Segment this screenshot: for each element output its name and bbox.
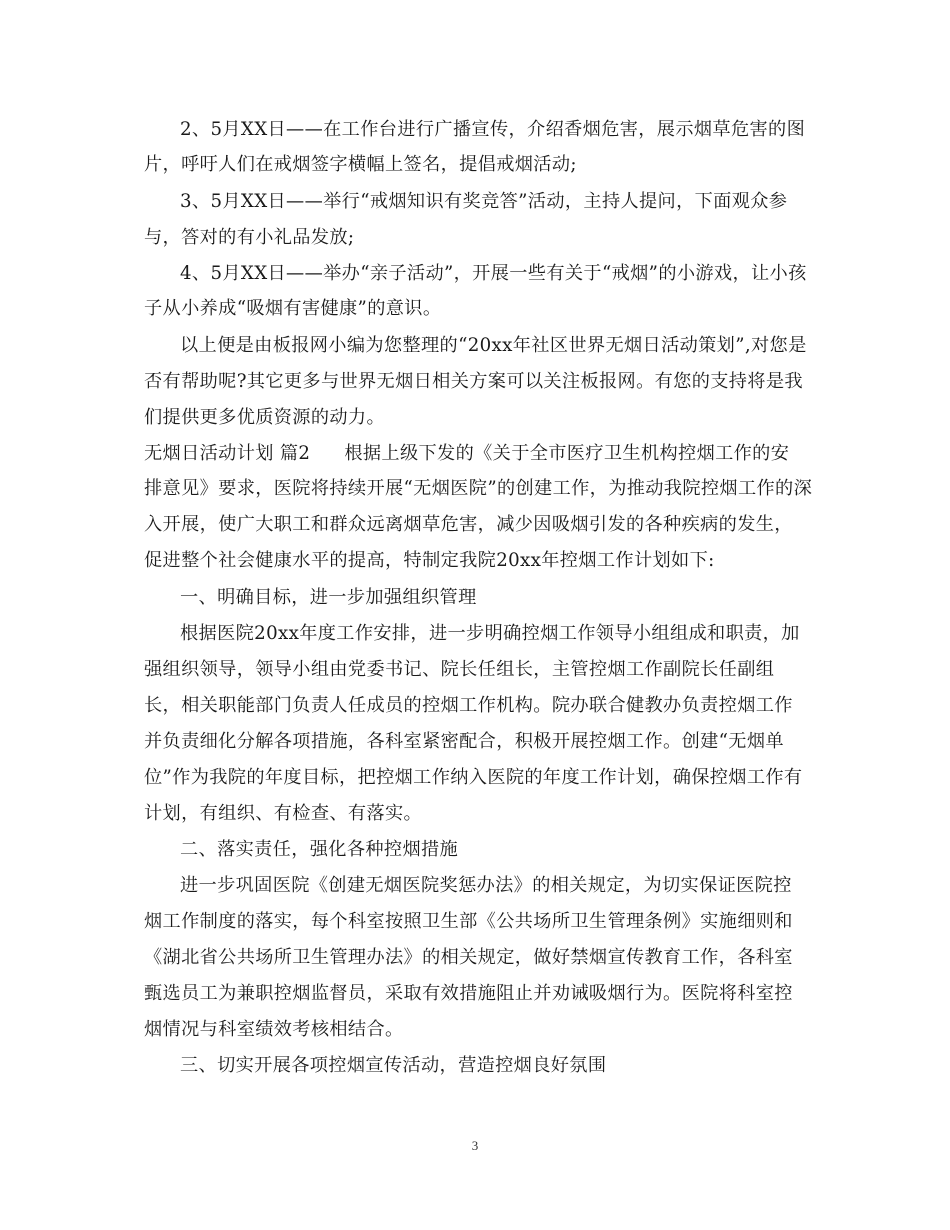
paragraph-line: 长，相关职能部门负责人任成员的控烟工作机构。院办联合健教办负责控烟工作 xyxy=(144,695,793,716)
paragraph-line: 促进整个社会健康水平的提高，特制定我院20xx年控烟工作计划如下: xyxy=(144,550,715,571)
paragraph-line: 烟情况与科室绩效考核相结合。 xyxy=(144,1019,404,1040)
paragraph-line: 烟工作制度的落实，每个科室按照卫生部《公共场所卫生管理条例》实施细则和 xyxy=(144,911,793,932)
paragraph-line: 《湖北省公共场所卫生管理办法》的相关规定，做好禁烟宣传教育工作，各科室 xyxy=(144,947,793,968)
section-first-text: 根据上级下发的《关于全市医疗卫生机构控烟工作的安 xyxy=(344,443,790,464)
paragraph-line: 并负责细化分解各项措施，各科室紧密配合，积极开展控烟工作。创建“无烟单 xyxy=(144,731,784,752)
paragraph-line: 3、5月XX日——举行“戒烟知识有奖竞答”活动，主持人提问，下面观众参 xyxy=(180,191,788,212)
paragraph-line: 强组织领导，领导小组由党委书记、院长任组长，主管控烟工作副院长任副组 xyxy=(144,659,775,680)
page-number: 3 xyxy=(471,1138,479,1153)
paragraph-line: 否有帮助呢?其它更多与世界无烟日相关方案可以关注板报网。有您的支持将是我 xyxy=(144,371,803,392)
subheading: 二、落实责任，强化各种控烟措施 xyxy=(180,839,459,860)
subheading: 三、切实开展各项控烟宣传活动，营造控烟良好氛围 xyxy=(180,1055,607,1076)
paragraph-line: 子从小养成“吸烟有害健康”的意识。 xyxy=(144,298,442,319)
section-heading-line xyxy=(144,442,824,466)
paragraph-line: 计划，有组织、有检查、有落实。 xyxy=(144,803,423,824)
paragraph-line: 片，呼吁人们在戒烟签字横幅上签名，提倡戒烟活动; xyxy=(144,154,577,175)
paragraph-line: 以上便是由板报网小编为您整理的“20xx年社区世界无烟日活动策划”,对您是 xyxy=(180,335,807,356)
paragraph-line: 甄选员工为兼职控烟监督员，采取有效措施阻止并劝诫吸烟行为。医院将科室控 xyxy=(144,983,793,1004)
paragraph-line: 们提供更多优质资源的动力。 xyxy=(144,407,385,428)
subheading: 一、明确目标，进一步加强组织管理 xyxy=(180,587,477,608)
paragraph-line: 入开展，使广大职工和群众远离烟草危害，减少因吸烟引发的各种疾病的发生， xyxy=(144,514,793,535)
paragraph-line: 排意见》要求，医院将持续开展“无烟医院”的创建工作，为推动我院控烟工作的深 xyxy=(144,478,813,499)
paragraph-line: 根据医院20xx年度工作安排，进一步明确控烟工作领导小组组成和职责，加 xyxy=(180,623,800,644)
paragraph-line: 2、5月XX日——在工作台进行广播宣传，介绍香烟危害，展示烟草危害的图 xyxy=(180,119,806,140)
paragraph-line: 4、5月XX日——举办“亲子活动”，开展一些有关于“戒烟”的小游戏，让小孩 xyxy=(180,263,807,284)
section-title: 无烟日活动计划 篇2 xyxy=(144,443,311,464)
paragraph-line: 进一步巩固医院《创建无烟医院奖惩办法》的相关规定，为切实保证医院控 xyxy=(180,875,792,896)
paragraph-line: 位”作为我院的年度目标，把控烟工作纳入医院的年度工作计划，确保控烟工作有 xyxy=(144,767,803,788)
paragraph-line: 与，答对的有小礼品发放; xyxy=(144,227,355,248)
